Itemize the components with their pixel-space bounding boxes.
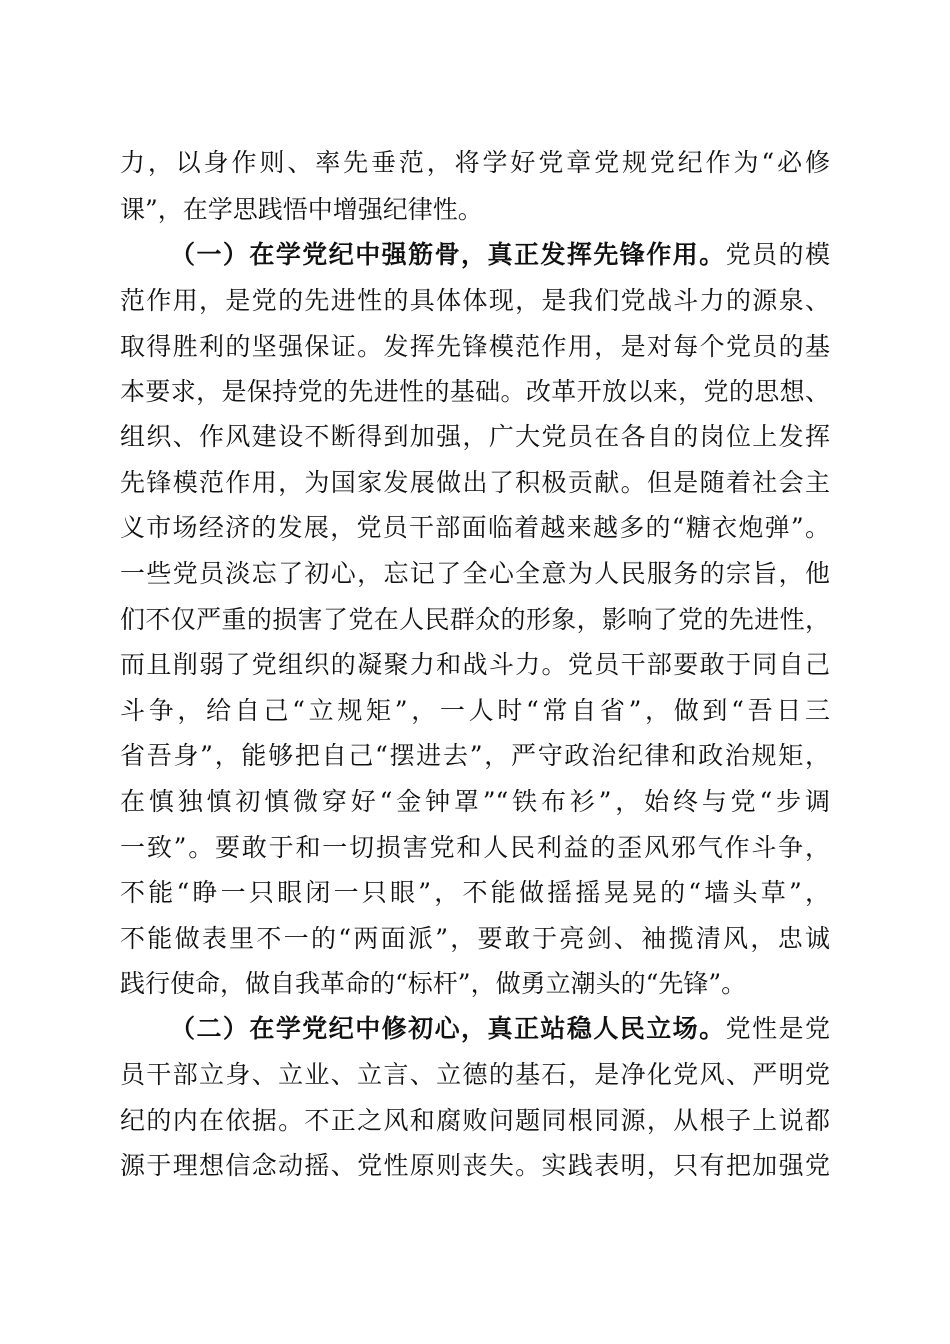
text-line-22: 纪的内在依据。不正之风和腐败问题同根同源，从根子上说都 bbox=[120, 1106, 830, 1135]
text-line-17: 不能“睁一只眼闭一只眼”，不能做摇摇晃晃的“墙头草”， bbox=[120, 878, 830, 907]
text-line-19: 践行使命，做自我革命的“标杆”，做勇立潮头的“先锋”。 bbox=[120, 969, 747, 998]
text-line-10: 一些党员淡忘了初心，忘记了全心全意为人民服务的宗旨，他 bbox=[120, 559, 830, 588]
text-line-5: 取得胜利的坚强保证。发挥先锋模范作用，是对每个党员的基 bbox=[120, 332, 830, 361]
text-line-1: 力，以身作则、率先垂范，将学好党章党规党纪作为“必修 bbox=[120, 148, 830, 177]
text-line-8: 先锋模范作用，为国家发展做出了积极贡献。但是随着社会主 bbox=[120, 468, 830, 497]
section-1-heading: （一）在学党纪中强筋骨，真正发挥先锋作用。 bbox=[170, 240, 726, 269]
text-line-13: 斗争，给自己“立规矩”，一人时“常自省”，做到“吾日三 bbox=[120, 696, 830, 725]
text-line-15: 在慎独慎初慎微穿好“金钟罩”“铁布衫”，始终与党“步调 bbox=[120, 787, 830, 816]
text-line-11: 们不仅严重的损害了党在人民群众的形象，影响了党的先进性， bbox=[120, 605, 830, 634]
text-line-12: 而且削弱了党组织的凝聚力和战斗力。党员干部要敢于同自己 bbox=[120, 650, 830, 679]
text-line-4: 范作用，是党的先进性的具体体现，是我们党战斗力的源泉、 bbox=[120, 286, 830, 315]
text-line-2: 课”，在学思践悟中增强纪律性。 bbox=[120, 195, 483, 224]
text-line-18: 不能做表里不一的“两面派”，要敢于亮剑、袖揽清风，忠诚 bbox=[120, 924, 830, 953]
text-line-21: 员干部立身、立业、立言、立德的基石，是净化党风、严明党 bbox=[120, 1060, 830, 1089]
text-line-9: 义市场经济的发展，党员干部面临着越来越多的“糖衣炮弹”。 bbox=[120, 513, 830, 542]
text-line-7: 组织、作风建设不断得到加强，广大党员在各自的岗位上发挥 bbox=[120, 422, 830, 451]
text-line-6: 本要求，是保持党的先进性的基础。改革开放以来，党的思想、 bbox=[120, 377, 830, 406]
section-1-line bbox=[170, 238, 830, 272]
section-2-heading: （二）在学党纪中修初心，真正站稳人民立场。 bbox=[170, 1014, 726, 1043]
section-2-lead-text: 党性是党 bbox=[725, 1014, 830, 1043]
text-line-14: 省吾身”，能够把自己“摆进去”，严守政治纪律和政治规矩， bbox=[120, 741, 830, 770]
text-line-16: 一致”。要敢于和一切损害党和人民利益的歪风邪气作斗争， bbox=[120, 833, 830, 862]
section-2-line bbox=[170, 1012, 830, 1046]
text-line-23: 源于理想信念动摇、党性原则丧失。实践表明，只有把加强党 bbox=[120, 1151, 830, 1180]
section-1-lead-text: 党员的模 bbox=[725, 240, 830, 269]
